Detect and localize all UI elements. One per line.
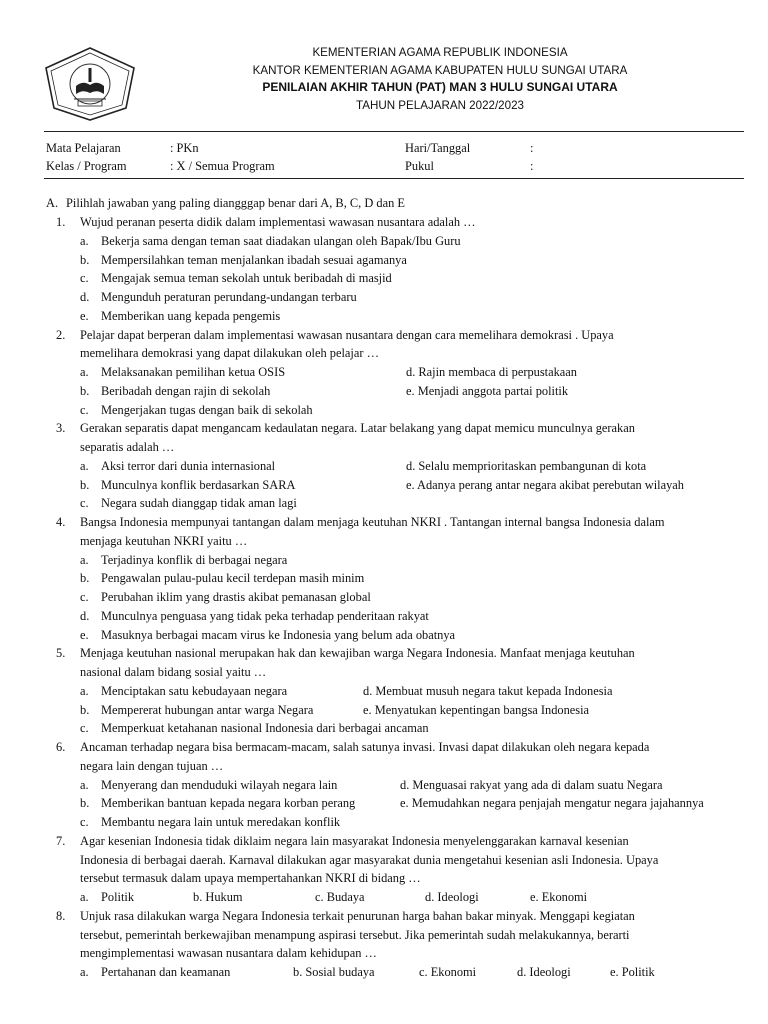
option-letter: b. [80, 796, 90, 811]
option-letter: b. [80, 702, 90, 717]
option-text: Melaksanakan pemilihan ketua OSIS [101, 365, 286, 379]
header-divider-top [44, 131, 744, 132]
class-value: : X / Semua Program [170, 159, 275, 173]
option-text-right: d. Menguasai rakyat yang ada di dalam suatu Negara [400, 777, 663, 792]
option-text: Pertahanan dan keamanan [101, 965, 231, 979]
school-year: TAHUN PELAJARAN 2022/2023 [356, 98, 524, 112]
day-value: : [530, 141, 534, 155]
question-number: 5. [56, 646, 66, 661]
option-letter: c. [80, 271, 89, 286]
option-text: Munculnya penguasa yang tidak peka terhadap penderitaan rakyat [101, 608, 429, 623]
option-text: Mengajak semua teman sekolah untuk beribadah di masjid [101, 271, 392, 286]
option-text: Aksi terror dari dunia internasional [101, 458, 276, 473]
letterhead-office: KANTOR KEMENTERIAN AGAMA KABUPATEN HULU SUNGAI UTARA [252, 63, 628, 77]
option-text: e. Ekonomi [530, 890, 588, 904]
option-text: c. Budaya [315, 890, 365, 904]
option-text: Terjadinya konflik di berbagai negara [101, 552, 288, 567]
option-text: Memberikan uang kepada pengemis [101, 308, 281, 323]
option-text: Masuknya berbagai macam virus ke Indonesia yang belum ada obatnya [101, 627, 456, 642]
ministry-emblem-logo [44, 46, 136, 122]
option-text: b. Hukum [193, 890, 243, 904]
option-letter: d. [80, 608, 90, 623]
question-text: Agar kesenian Indonesia tidak diklaim negara lain masyarakat Indonesia menyelenggarakan karnaval kesenian [80, 833, 629, 848]
question-text: tersebut, pemerintah berkewajiban menampung aspirasi tersebut. Jika pemerintah sudah melakukannya, berarti [80, 927, 630, 942]
question-text: separatis adalah … [80, 440, 175, 454]
option-letter: a. [80, 683, 89, 698]
question-text: Gerakan separatis dapat mengancam kedaulatan negara. Latar belakang yang dapat memicu munculnya gerakan [80, 421, 635, 436]
option-text-right: d. Selalu memprioritaskan pembangunan di kota [406, 458, 647, 473]
option-text: d. Ideologi [517, 965, 571, 979]
option-text: Negara sudah dianggap tidak aman lagi [101, 496, 297, 511]
question-number: 1. [56, 215, 66, 229]
option-text: b. Sosial budaya [293, 965, 375, 979]
option-letter: b. [80, 477, 90, 492]
option-letter: c. [80, 721, 89, 736]
exam-title: PENILAIAN AKHIR TAHUN (PAT) MAN 3 HULU SUNGAI UTARA [262, 80, 618, 94]
question-text: Indonesia di berbagai daerah. Karnaval dilakukan agar masyarakat dunia mengetahui kesenian asli Indonesia. Upaya [80, 852, 659, 867]
option-text: Perubahan iklim yang drastis akibat pemanasan global [101, 590, 371, 604]
option-letter: a. [80, 233, 89, 248]
option-text: Menciptakan satu kebudayaan negara [101, 683, 288, 698]
question-text: nasional dalam bidang sosial yaitu … [80, 665, 267, 679]
option-letter: e. [80, 308, 89, 323]
option-text: Membantu negara lain untuk meredakan konflik [101, 815, 341, 829]
option-text: Menyerang dan menduduki wilayah negara lain [101, 777, 338, 792]
option-letter: a. [80, 365, 89, 379]
question-text: mengimplementasi wawasan nusantara dalam kehidupan … [80, 946, 377, 961]
option-letter: c. [80, 402, 89, 417]
option-letter: a. [80, 890, 89, 904]
option-text: c. Ekonomi [419, 965, 477, 979]
option-letter: a. [80, 777, 89, 792]
option-text: Memberikan bantuan kepada negara korban perang [101, 796, 356, 811]
option-text-right: e. Adanya perang antar negara akibat perebutan wilayah [406, 477, 684, 492]
day-label: Hari/Tanggal [405, 141, 471, 155]
option-letter: a. [80, 965, 89, 979]
question-text: Wujud peranan peserta didik dalam implementasi wawasan nusantara adalah … [80, 215, 476, 229]
question-text: Ancaman terhadap negara bisa bermacam-macam, salah satunya invasi. Invasi dapat dilakukan oleh negara kepada [80, 740, 650, 754]
option-letter: b. [80, 571, 90, 586]
option-text-right: e. Memudahkan negara penjajah mengatur negara jajahannya [400, 796, 704, 811]
subject-label: Mata Pelajaran [46, 141, 121, 155]
question-text: Bangsa Indonesia mempunyai tantangan dalam menjaga keutuhan NKRI . Tantangan internal bangsa Indonesia dalam [80, 515, 665, 529]
section-letter: A. [46, 196, 59, 210]
class-label: Kelas / Program [46, 159, 127, 173]
time-label: Pukul [405, 159, 434, 173]
question-number: 7. [56, 833, 66, 848]
question-number: 6. [56, 740, 66, 754]
option-letter: e. [80, 627, 89, 642]
question-text: Unjuk rasa dilakukan warga Negara Indonesia terkait penurunan harga bahan bakar minyak. Menggapi kegiatan [80, 908, 635, 923]
option-text: d. Ideologi [425, 890, 479, 904]
section-instruction: Pilihlah jawaban yang paling diangggap benar dari A, B, C, D dan E [66, 196, 405, 210]
option-text: Mengunduh peraturan perundang-undangan terbaru [101, 290, 357, 304]
option-text: Politik [101, 890, 135, 904]
time-value: : [530, 159, 534, 173]
option-text: Pengawalan pulau-pulau kecil terdepan masih minim [101, 571, 365, 586]
question-text: Menjaga keutuhan nasional merupakan hak dan kewajiban warga Negara Indonesia. Manfaat menjaga keutuhan [80, 646, 635, 661]
option-text-right: d. Membuat musuh negara takut kepada Indonesia [363, 683, 613, 698]
option-letter: c. [80, 496, 89, 511]
option-letter: a. [80, 458, 89, 473]
option-letter: c. [80, 590, 89, 604]
question-number: 3. [56, 421, 66, 436]
option-text: e. Politik [610, 965, 655, 979]
option-letter: c. [80, 815, 89, 829]
option-text-right: d. Rajin membaca di perpustakaan [406, 365, 578, 379]
question-text: tersebut termasuk dalam upaya mempertahankan NKRI di bidang … [80, 871, 421, 886]
option-text: Munculnya konflik berdasarkan SARA [101, 477, 296, 492]
option-letter: b. [80, 383, 90, 398]
question-text: Pelajar dapat berperan dalam implementasi wawasan nusantara dengan cara memelihara demokrasi . Upaya [80, 327, 614, 342]
option-letter: b. [80, 252, 90, 267]
question-text: memelihara demokrasi yang dapat dilakukan oleh pelajar … [80, 346, 379, 361]
option-text: Memperkuat ketahanan nasional Indonesia dari berbagai ancaman [101, 721, 429, 736]
option-text: Bekerja sama dengan teman saat diadakan ulangan oleh Bapak/Ibu Guru [101, 233, 461, 248]
option-letter: d. [80, 290, 90, 304]
option-text: Beribadah dengan rajin di sekolah [101, 383, 271, 398]
question-text: menjaga keutuhan NKRI yaitu … [80, 533, 248, 548]
option-text-right: e. Menyatukan kepentingan bangsa Indonesia [363, 702, 590, 717]
option-text: Mengerjakan tugas dengan baik di sekolah [101, 402, 313, 417]
option-text: Mempererat hubungan antar warga Negara [101, 702, 314, 717]
option-letter: a. [80, 552, 89, 567]
option-text-right: e. Menjadi anggota partai politik [406, 383, 569, 398]
letterhead [150, 44, 730, 114]
question-number: 8. [56, 908, 66, 923]
option-text: Mempersilahkan teman menjalankan ibadah sesuai agamanya [101, 252, 407, 267]
subject-value: : PKn [170, 141, 199, 155]
letterhead-ministry: KEMENTERIAN AGAMA REPUBLIK INDONESIA [312, 46, 568, 59]
header-divider-bottom [44, 178, 744, 179]
question-number: 4. [56, 515, 66, 529]
question-number: 2. [56, 327, 66, 342]
question-text: negara lain dengan tujuan … [80, 758, 224, 773]
